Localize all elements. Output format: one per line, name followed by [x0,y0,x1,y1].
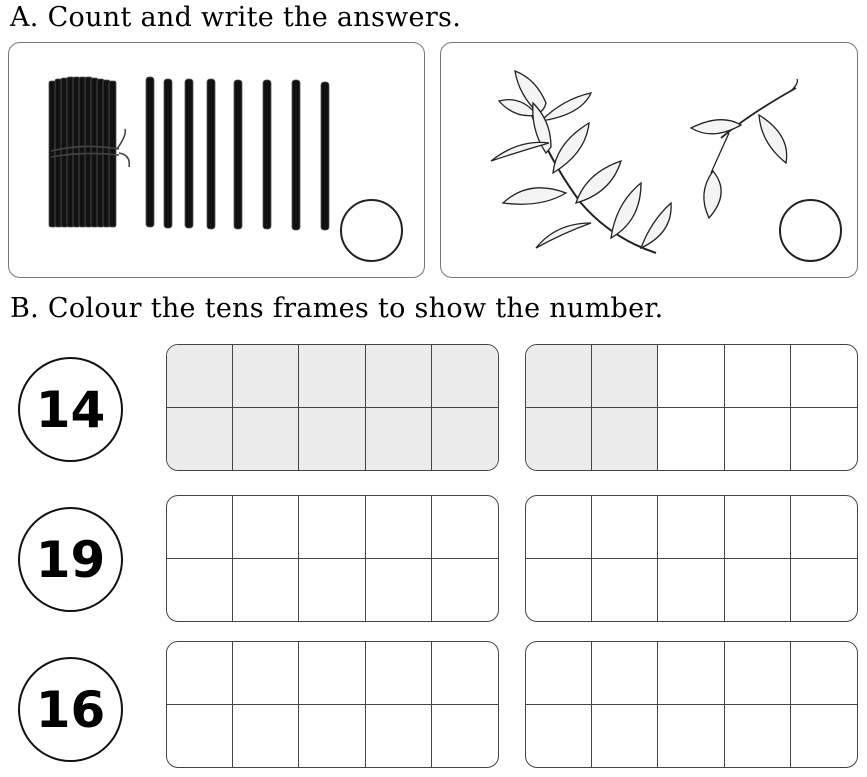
frame-cell[interactable] [167,496,233,559]
single-sticks [146,77,329,230]
tens-frame[interactable] [166,344,499,471]
frame-cell[interactable] [167,559,233,622]
frame-cell[interactable] [432,559,498,622]
frame-cell[interactable] [299,642,365,705]
frame-cell[interactable] [658,408,724,471]
frame-cell[interactable] [299,705,365,768]
frame-cell[interactable] [725,559,791,622]
frame-cell[interactable] [167,408,233,471]
frame-cell[interactable] [592,559,658,622]
frame-cell[interactable] [432,642,498,705]
frame-cell[interactable] [658,559,724,622]
frame-cell[interactable] [526,705,592,768]
frame-cell[interactable] [658,496,724,559]
frame-cell[interactable] [526,496,592,559]
frame-cell[interactable] [432,345,498,408]
frame-cell[interactable] [658,642,724,705]
frame-cell[interactable] [233,496,299,559]
frame-cell[interactable] [658,705,724,768]
answer-circle[interactable] [340,199,403,262]
frame-cell[interactable] [299,345,365,408]
number-circle: 19 [18,507,123,612]
tens-frame[interactable] [525,495,858,622]
frame-cell[interactable] [233,705,299,768]
frame-cell[interactable] [167,345,233,408]
leaves-panel [440,42,858,278]
leaf [536,223,591,248]
stick-bundle [49,77,116,227]
answer-circle[interactable] [779,199,842,262]
tens-frame[interactable] [166,641,499,768]
frame-cell[interactable] [791,408,857,471]
leaf [641,203,671,248]
frame-cell[interactable] [725,408,791,471]
leaf [491,142,549,161]
frame-cell[interactable] [233,642,299,705]
leaf [759,115,787,163]
frame-cell[interactable] [366,345,432,408]
frame-cell[interactable] [526,345,592,408]
frame-cell[interactable] [167,705,233,768]
frame-cell[interactable] [526,559,592,622]
tens-frame[interactable] [525,344,858,471]
section-b-heading: B. Colour the tens frames to show the number. [10,293,664,324]
leaf [503,188,566,204]
frame-cell[interactable] [299,408,365,471]
frame-cell[interactable] [233,408,299,471]
frame-cell[interactable] [299,496,365,559]
frame-cell[interactable] [233,345,299,408]
frame-cell[interactable] [432,496,498,559]
frame-cell[interactable] [432,408,498,471]
frame-cell[interactable] [725,496,791,559]
sticks-panel [8,42,425,278]
frame-cell[interactable] [791,559,857,622]
leaf [541,93,591,121]
frame-cell[interactable] [299,559,365,622]
frame-cell[interactable] [366,705,432,768]
leaf [691,120,741,134]
frame-cell[interactable] [592,345,658,408]
tens-frame[interactable] [525,641,858,768]
frame-cell[interactable] [366,642,432,705]
frame-cell[interactable] [791,705,857,768]
leaf [611,183,641,238]
leaf [704,171,721,218]
frame-cell[interactable] [791,642,857,705]
frame-cell[interactable] [725,345,791,408]
frame-cell[interactable] [592,705,658,768]
frame-cell[interactable] [725,705,791,768]
frame-cell[interactable] [592,408,658,471]
frame-cell[interactable] [725,642,791,705]
leaf [576,161,621,203]
frame-cell[interactable] [233,559,299,622]
frame-cell[interactable] [366,408,432,471]
leaf [553,123,589,173]
frame-cell[interactable] [526,642,592,705]
frame-cell[interactable] [167,642,233,705]
frame-cell[interactable] [526,408,592,471]
number-circle: 16 [18,657,123,762]
number-circle: 14 [18,357,123,462]
frame-cell[interactable] [592,496,658,559]
section-a-heading: A. Count and write the answers. [10,2,462,33]
frame-cell[interactable] [432,705,498,768]
frame-cell[interactable] [791,496,857,559]
frame-cell[interactable] [366,496,432,559]
tens-frame[interactable] [166,495,499,622]
frame-cell[interactable] [366,559,432,622]
frame-cell[interactable] [658,345,724,408]
frame-cell[interactable] [592,642,658,705]
frame-cell[interactable] [791,345,857,408]
